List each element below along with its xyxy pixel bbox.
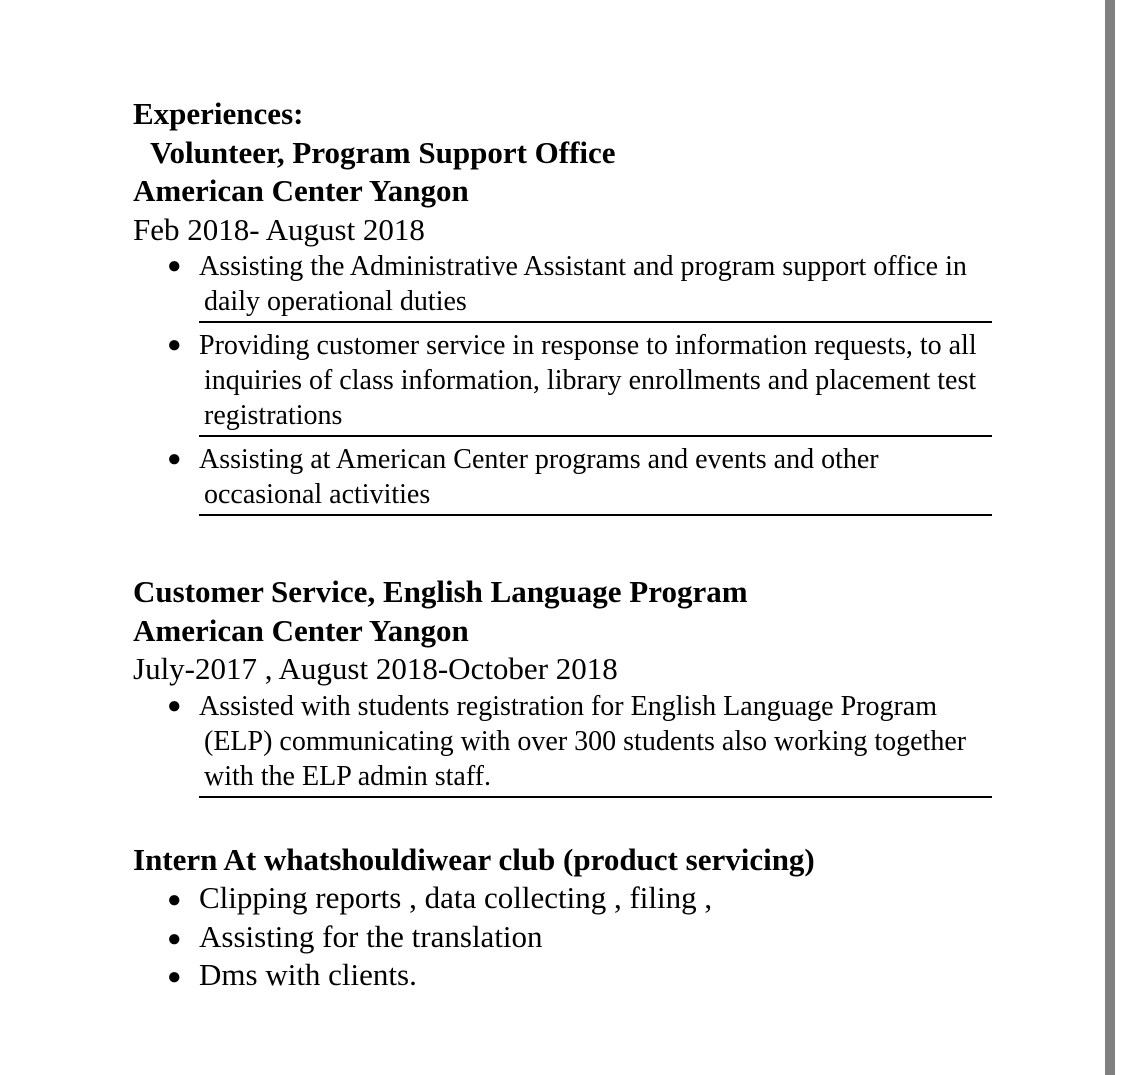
vertical-scrollbar[interactable]: [1105, 0, 1115, 1075]
duty-text: Assisting the Administrative Assistant and program support office in daily operational duties: [199, 249, 992, 323]
job-organization: American Center Yangon: [133, 173, 469, 208]
duty-item: [167, 956, 992, 995]
job-duties-list: [133, 249, 1013, 516]
bullet-icon: ●: [167, 446, 182, 472]
duty-item: [167, 689, 992, 798]
job-dates: July-2017 , August 2018-October 2018: [133, 651, 618, 686]
duty-item: [167, 918, 992, 957]
section-heading: Experiences:: [133, 96, 304, 131]
duty-text: Providing customer service in response to information requests, to all inquiries of class information, library enrollments and placement test registrations: [199, 328, 992, 437]
job-entry: [133, 841, 1013, 995]
job-title: Intern At whatshouldiwear club (product servicing): [133, 841, 815, 877]
job-dates: Feb 2018- August 2018: [133, 211, 425, 247]
bullet-icon: ●: [167, 925, 182, 952]
bullet-icon: ●: [167, 332, 182, 358]
job-duties-list: [133, 689, 1013, 798]
duty-text: Clipping reports , data collecting , filing ,: [199, 880, 713, 915]
bullet-icon: ●: [167, 692, 182, 719]
job-entry: [133, 134, 1013, 517]
duty-item: [167, 879, 992, 918]
job-organization: American Center Yangon: [133, 612, 469, 648]
bullet-icon: ●: [167, 964, 182, 990]
bullet-icon: ●: [167, 887, 182, 913]
job-title: Volunteer, Program Support Office: [150, 134, 616, 170]
duty-item: [167, 442, 992, 516]
duty-text: Assisting for the translation: [199, 918, 543, 954]
spacer: [133, 521, 1013, 573]
job-title: Customer Service, English Language Program: [133, 574, 748, 609]
duty-item: [167, 328, 992, 437]
spacer: [133, 803, 1013, 841]
duty-item: [167, 249, 992, 323]
bullet-icon: ●: [167, 253, 182, 279]
duty-text: Dms with clients.: [199, 957, 417, 992]
resume-experiences: [133, 95, 1013, 995]
job-duties-list: [133, 879, 1013, 995]
job-entry: [133, 573, 1013, 798]
duty-text: Assisting at American Center programs and events and other occasional activities: [199, 442, 992, 516]
duty-text: Assisted with students registration for English Language Program (ELP) communicating with over 300 students also working together with the ELP admin staff.: [199, 689, 992, 798]
